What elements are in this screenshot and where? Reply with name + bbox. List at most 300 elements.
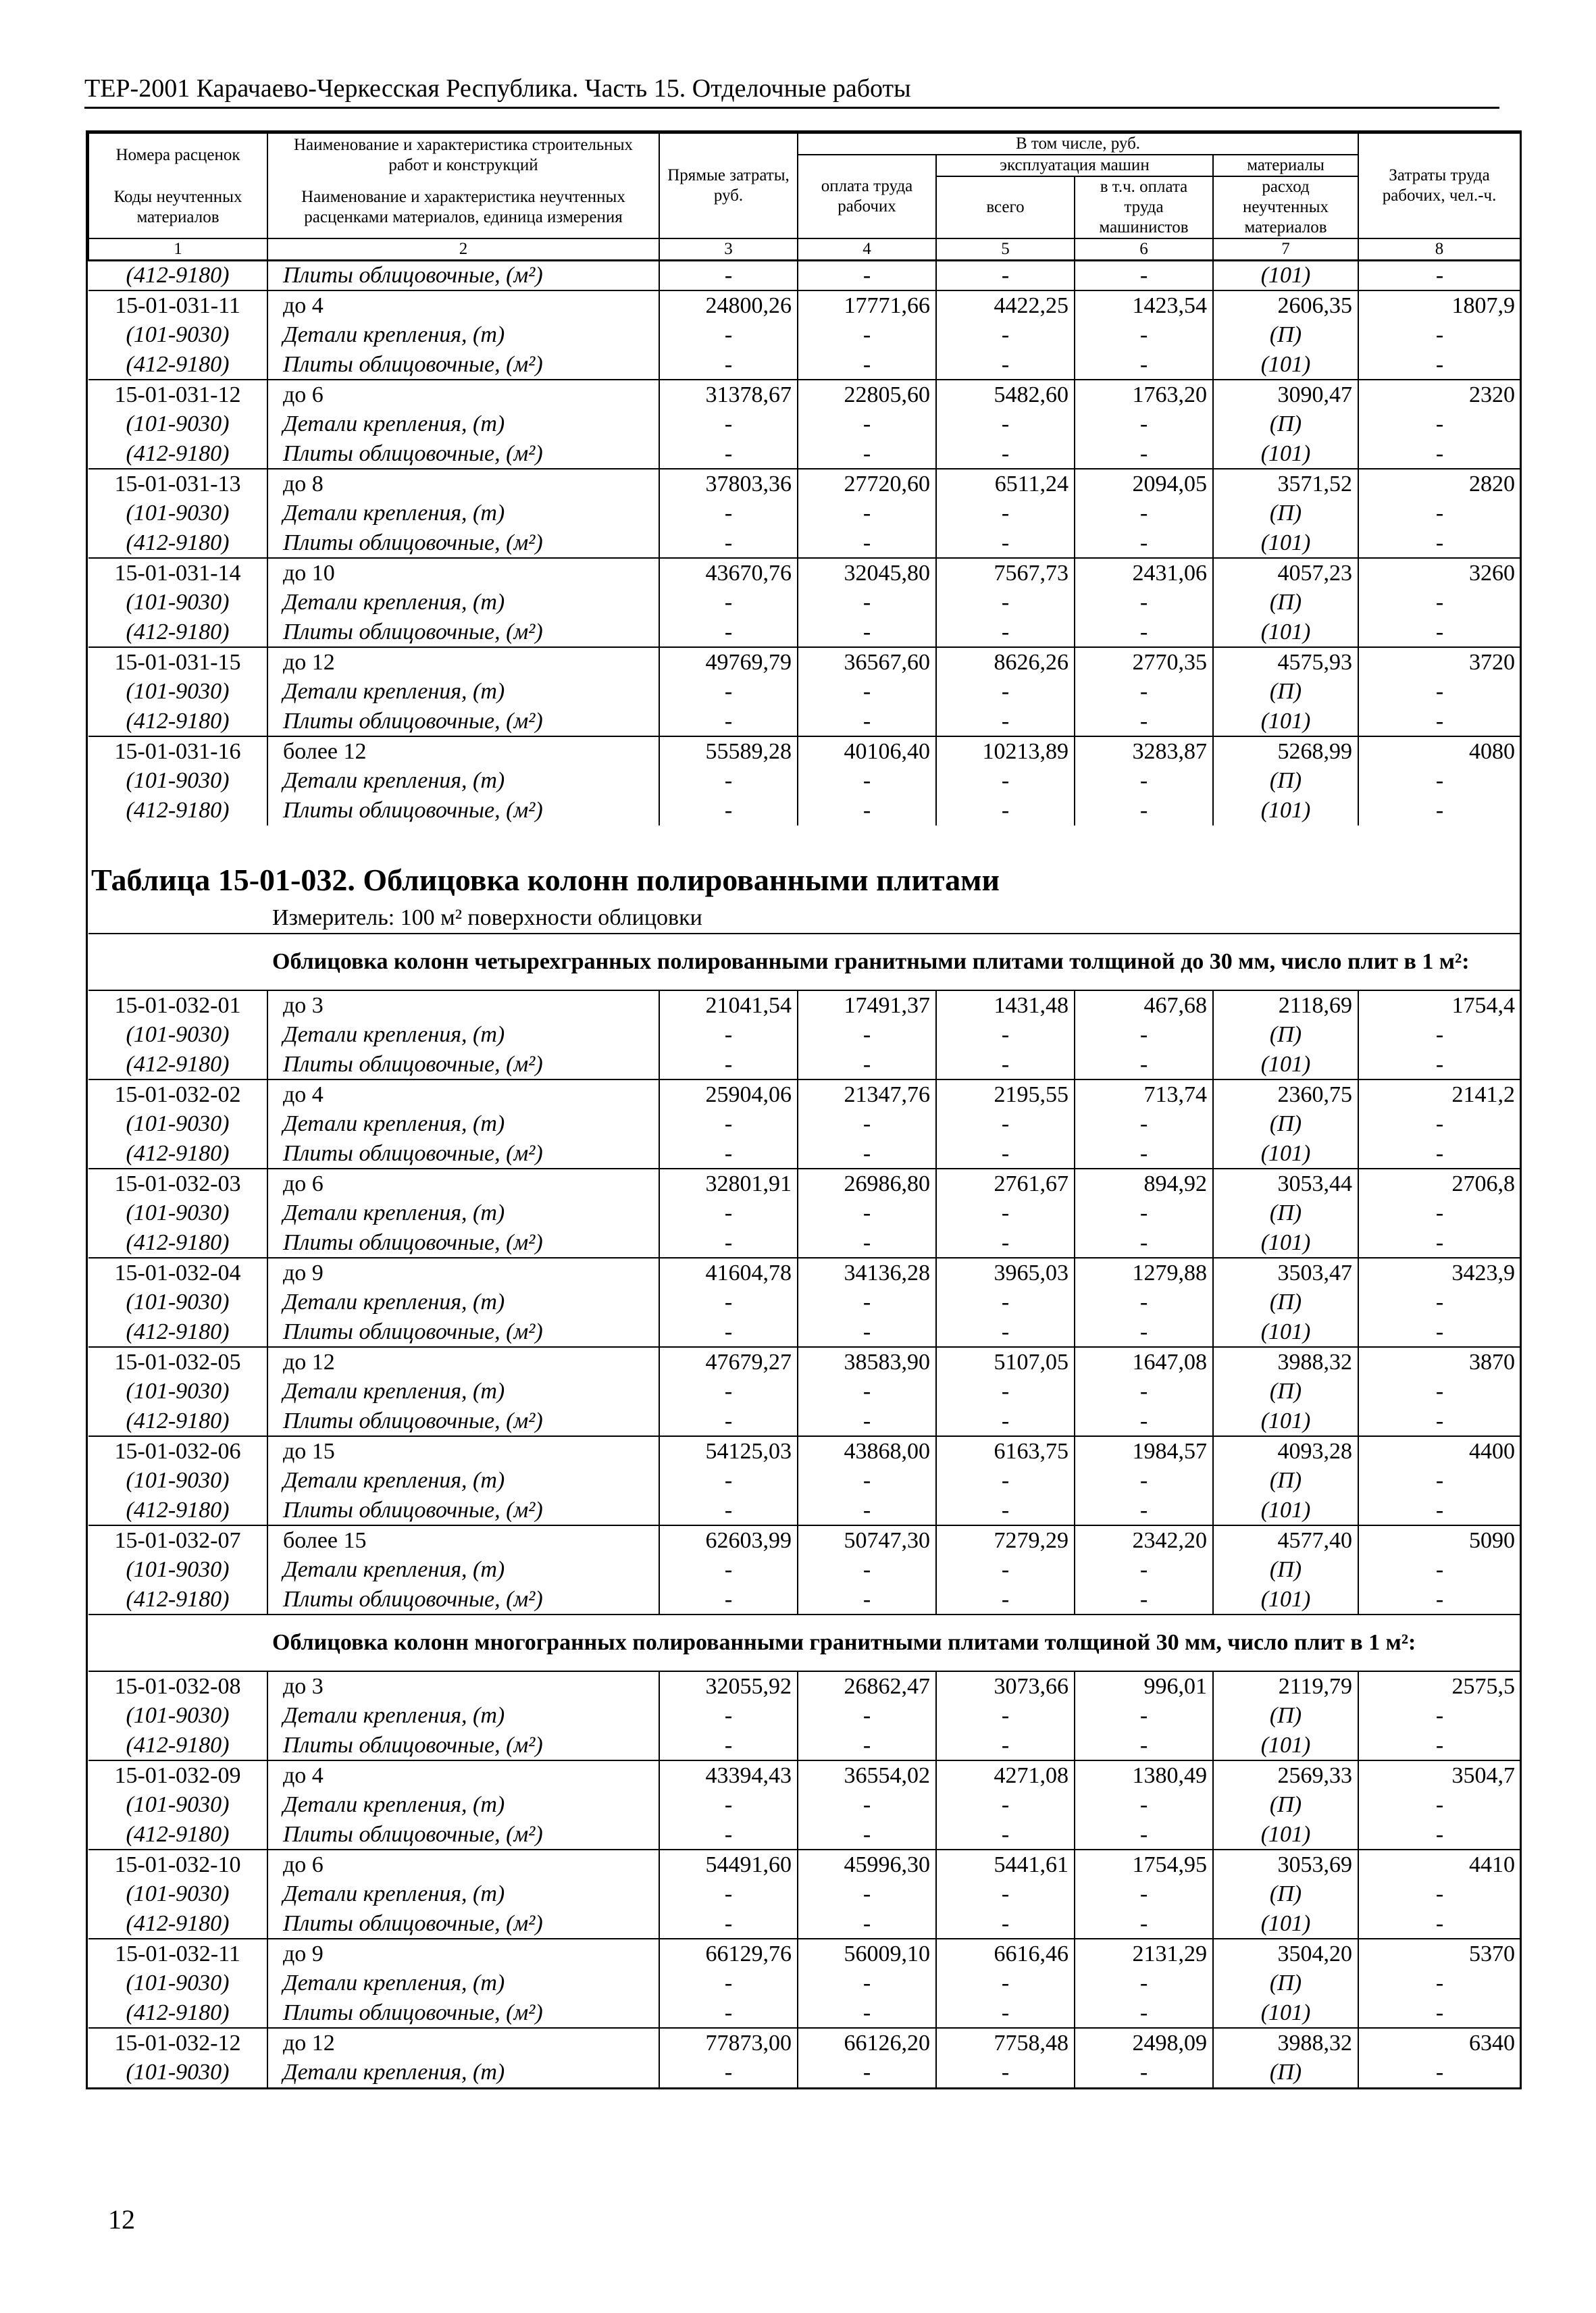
labor-cost: - [798, 320, 936, 350]
machinists-cost: - [1075, 1790, 1213, 1820]
direct-cost: - [659, 796, 798, 825]
col-number: 7 [1213, 238, 1358, 261]
rate-row [88, 2028, 1520, 2058]
material-row-fixings [88, 588, 1520, 617]
machinists-cost: 1984,57 [1075, 1436, 1213, 1466]
machines-cost: - [936, 1998, 1075, 2028]
material-name: Детали крепления, (т) [267, 1377, 659, 1406]
machinists-cost: - [1075, 617, 1213, 647]
labor-hours: - [1435, 1290, 1444, 1315]
machines-cost: - [936, 409, 1075, 439]
direct-cost: - [659, 1790, 798, 1820]
rate-row [88, 1079, 1520, 1109]
material-code: (412-9180) [88, 1496, 267, 1525]
machinists-cost: - [1075, 1139, 1213, 1169]
machines-cost: 3073,66 [936, 1671, 1075, 1701]
direct-cost: 24800,26 [659, 290, 798, 320]
rate-row [88, 1258, 1520, 1288]
material-name: Детали крепления, (т) [267, 1020, 659, 1050]
labor-hours: - [1435, 351, 1444, 377]
machines-cost: - [936, 1555, 1075, 1585]
rate-row [88, 290, 1520, 320]
col-header-material-codes: Коды неучтенных материалов [88, 176, 267, 238]
direct-cost: - [659, 617, 798, 647]
material-row-plates [88, 1820, 1520, 1850]
material-name: Детали крепления, (т) [267, 677, 659, 707]
col-header-including: В том числе, руб. [798, 133, 1358, 155]
labor-cost: - [798, 528, 936, 558]
machines-cost: - [936, 320, 1075, 350]
material-name: Детали крепления, (т) [267, 766, 659, 796]
labor-cost: - [798, 439, 936, 469]
labor-hours: 2575,5 [1358, 1671, 1520, 1701]
material-code: (412-9180) [88, 1909, 267, 1939]
material-usage: (П) [1213, 1879, 1358, 1909]
material-name: Плиты облицовочные, (м²) [267, 1820, 659, 1850]
materials-cost: 3571,52 [1213, 469, 1358, 499]
labor-hours: - [1435, 679, 1444, 704]
rate-row [88, 1525, 1520, 1555]
material-usage: (П) [1213, 1555, 1358, 1585]
labor-cost: - [798, 677, 936, 707]
direct-cost: - [659, 1701, 798, 1731]
material-usage: (101) [1213, 707, 1358, 736]
direct-cost: 43394,43 [659, 1760, 798, 1790]
material-row-plates [88, 261, 1520, 291]
direct-cost: - [659, 1466, 798, 1496]
material-row-plates [88, 1496, 1520, 1525]
machines-cost: - [936, 1020, 1075, 1050]
labor-cost: - [798, 1466, 936, 1496]
labor-cost: - [798, 796, 936, 825]
material-code: (101-9030) [88, 1288, 267, 1317]
labor-cost: - [798, 499, 936, 528]
direct-cost: - [659, 320, 798, 350]
materials-cost: 3053,44 [1213, 1169, 1358, 1198]
labor-hours: - [1435, 1468, 1444, 1493]
labor-hours: 3260 [1358, 558, 1520, 588]
col-header-direct-costs: Прямые затраты, руб. [659, 133, 798, 238]
material-name: Детали крепления, (т) [267, 1198, 659, 1228]
rate-row [88, 1939, 1520, 1968]
labor-hours: - [1435, 1971, 1444, 1996]
labor-hours: - [1435, 1408, 1444, 1433]
col-header-material-usage: расход неучтенных материалов [1213, 176, 1358, 238]
material-row-plates [88, 1585, 1520, 1615]
labor-cost: - [798, 588, 936, 617]
labor-hours: - [1435, 2000, 1444, 2025]
machines-cost: - [936, 1109, 1075, 1139]
materials-cost: 3090,47 [1213, 380, 1358, 409]
direct-cost: - [659, 1288, 798, 1317]
direct-cost: - [659, 1879, 798, 1909]
labor-cost: 45996,30 [798, 1850, 936, 1879]
materials-cost: 4093,28 [1213, 1436, 1358, 1466]
col-number: 6 [1075, 238, 1213, 261]
labor-cost: - [798, 350, 936, 380]
machinists-cost: - [1075, 409, 1213, 439]
machines-cost: - [936, 796, 1075, 825]
labor-cost: - [798, 1228, 936, 1258]
labor-hours: 3870 [1358, 1347, 1520, 1377]
labor-cost: 50747,30 [798, 1525, 936, 1555]
materials-cost: 3988,32 [1213, 2028, 1358, 2058]
material-row-plates [88, 1317, 1520, 1347]
labor-cost: 56009,10 [798, 1939, 936, 1968]
material-usage: (101) [1213, 1139, 1358, 1169]
machines-cost: 7279,29 [936, 1525, 1075, 1555]
machines-cost: - [936, 499, 1075, 528]
direct-cost: 43670,76 [659, 558, 798, 588]
material-row-plates [88, 1050, 1520, 1079]
labor-hours: 6340 [1358, 2028, 1520, 2058]
machinists-cost: 894,92 [1075, 1169, 1213, 1198]
labor-cost: - [798, 1731, 936, 1760]
material-usage: (П) [1213, 320, 1358, 350]
machinists-cost: 2498,09 [1075, 2028, 1213, 2058]
material-name: Плиты облицовочные, (м²) [267, 1731, 659, 1760]
material-usage: (101) [1213, 528, 1358, 558]
rate-code: 15-01-032-03 [88, 1169, 267, 1198]
material-row-fixings [88, 1466, 1520, 1496]
material-usage: (П) [1213, 677, 1358, 707]
material-row-fixings [88, 1020, 1520, 1050]
machines-cost: - [936, 766, 1075, 796]
machines-cost: - [936, 528, 1075, 558]
direct-cost: 32055,92 [659, 1671, 798, 1701]
material-row-fixings [88, 1377, 1520, 1406]
materials-cost: 5268,99 [1213, 736, 1358, 766]
material-name: Детали крепления, (т) [267, 320, 659, 350]
rate-name: до 15 [267, 1436, 659, 1466]
labor-hours: 1754,4 [1358, 990, 1520, 1020]
rate-name: до 10 [267, 558, 659, 588]
rate-row [88, 1347, 1520, 1377]
labor-hours: 3720 [1358, 647, 1520, 677]
material-row-plates [88, 617, 1520, 647]
measure-unit [88, 903, 1520, 934]
col-number: 8 [1358, 238, 1520, 261]
material-code: (101-9030) [88, 320, 267, 350]
material-code: (412-9180) [88, 1585, 267, 1615]
labor-hours: 2820 [1358, 469, 1520, 499]
material-row-fixings [88, 1968, 1520, 1998]
rate-code: 15-01-032-07 [88, 1525, 267, 1555]
machinists-cost: - [1075, 1228, 1213, 1258]
machinists-cost: - [1075, 1701, 1213, 1731]
machinists-cost: 3283,87 [1075, 736, 1213, 766]
material-row-fixings [88, 409, 1520, 439]
material-code: (412-9180) [88, 1139, 267, 1169]
table-title-text: Таблица 15-01-032. Облицовка колонн полированными плитами [91, 863, 1000, 897]
material-row-fixings [88, 1701, 1520, 1731]
material-usage: (101) [1213, 1050, 1358, 1079]
rate-name: до 4 [267, 1079, 659, 1109]
col-number: 4 [798, 238, 936, 261]
direct-cost: - [659, 1555, 798, 1585]
material-code: (101-9030) [88, 2058, 267, 2087]
labor-cost: - [798, 1496, 936, 1525]
direct-cost: - [659, 1377, 798, 1406]
materials-cost: 2606,35 [1213, 290, 1358, 320]
material-usage: (101) [1213, 796, 1358, 825]
material-usage: (П) [1213, 1377, 1358, 1406]
machines-cost: - [936, 1288, 1075, 1317]
material-usage: (П) [1213, 499, 1358, 528]
material-usage: (101) [1213, 261, 1358, 291]
machinists-cost: 2342,20 [1075, 1525, 1213, 1555]
rate-name: до 12 [267, 647, 659, 677]
rate-code: 15-01-031-13 [88, 469, 267, 499]
spacer [88, 825, 1520, 858]
machinists-cost: - [1075, 707, 1213, 736]
rate-row [88, 1760, 1520, 1790]
labor-hours: 4080 [1358, 736, 1520, 766]
machines-cost: - [936, 1406, 1075, 1436]
material-name: Плиты облицовочные, (м²) [267, 439, 659, 469]
direct-cost: 55589,28 [659, 736, 798, 766]
materials-cost: 2119,79 [1213, 1671, 1358, 1701]
labor-hours: - [1435, 590, 1444, 615]
direct-cost: 66129,76 [659, 1939, 798, 1968]
machinists-cost: - [1075, 1198, 1213, 1228]
material-name: Детали крепления, (т) [267, 409, 659, 439]
direct-cost: - [659, 1909, 798, 1939]
material-row-fixings [88, 1109, 1520, 1139]
rate-row [88, 990, 1520, 1020]
machines-cost: 5441,61 [936, 1850, 1075, 1879]
machinists-cost: 1423,54 [1075, 290, 1213, 320]
rate-code: 15-01-032-05 [88, 1347, 267, 1377]
direct-cost: 54125,03 [659, 1436, 798, 1466]
rate-code: 15-01-032-06 [88, 1436, 267, 1466]
labor-cost: - [798, 1909, 936, 1939]
direct-cost: - [659, 1317, 798, 1347]
material-name: Детали крепления, (т) [267, 1555, 659, 1585]
machinists-cost: - [1075, 1466, 1213, 1496]
machines-cost: 3965,03 [936, 1258, 1075, 1288]
rate-row [88, 1671, 1520, 1701]
labor-hours: - [1435, 1229, 1444, 1255]
material-name: Плиты облицовочные, (м²) [267, 1909, 659, 1939]
direct-cost: 41604,78 [659, 1258, 798, 1288]
labor-cost: - [798, 1790, 936, 1820]
material-code: (412-9180) [88, 1317, 267, 1347]
labor-hours: 5090 [1358, 1525, 1520, 1555]
rate-code: 15-01-032-01 [88, 990, 267, 1020]
material-name: Плиты облицовочные, (м²) [267, 528, 659, 558]
direct-cost: - [659, 677, 798, 707]
direct-cost: - [659, 261, 798, 291]
col-header-material-names: Наименование и характеристика неучтенных расценками материалов, единица измерения [267, 176, 659, 238]
material-code: (101-9030) [88, 677, 267, 707]
machines-cost: - [936, 1377, 1075, 1406]
material-name: Плиты облицовочные, (м²) [267, 1406, 659, 1436]
labor-hours: 2706,8 [1358, 1169, 1520, 1198]
machinists-cost: - [1075, 1998, 1213, 2028]
direct-cost: - [659, 588, 798, 617]
material-row-plates [88, 707, 1520, 736]
machinists-cost: - [1075, 499, 1213, 528]
machinists-cost: 713,74 [1075, 1079, 1213, 1109]
col-header-rate-numbers: Номера расценок [88, 133, 267, 176]
material-row-fixings [88, 1879, 1520, 1909]
material-usage: (П) [1213, 1288, 1358, 1317]
material-code: (101-9030) [88, 1109, 267, 1139]
materials-cost: 3503,47 [1213, 1258, 1358, 1288]
machinists-cost: - [1075, 1377, 1213, 1406]
table-title [88, 858, 1520, 903]
machinists-cost: - [1075, 439, 1213, 469]
material-row-plates [88, 1998, 1520, 2028]
machinists-cost: 1380,49 [1075, 1760, 1213, 1790]
rate-code: 15-01-032-09 [88, 1760, 267, 1790]
rate-row [88, 647, 1520, 677]
material-code: (101-9030) [88, 1968, 267, 1998]
rate-code: 15-01-031-16 [88, 736, 267, 766]
group-title [88, 934, 1520, 990]
labor-cost: 22805,60 [798, 380, 936, 409]
materials-cost: 4057,23 [1213, 558, 1358, 588]
direct-cost: 62603,99 [659, 1525, 798, 1555]
materials-cost: 3053,69 [1213, 1850, 1358, 1879]
material-name: Плиты облицовочные, (м²) [267, 350, 659, 380]
machines-cost: - [936, 1139, 1075, 1169]
machines-cost: - [936, 1909, 1075, 1939]
material-code: (101-9030) [88, 1198, 267, 1228]
machinists-cost: 1763,20 [1075, 380, 1213, 409]
material-code: (101-9030) [88, 1790, 267, 1820]
machinists-cost: - [1075, 261, 1213, 291]
labor-hours: - [1435, 1792, 1444, 1817]
material-usage: (101) [1213, 1585, 1358, 1615]
material-usage: (П) [1213, 1198, 1358, 1228]
machines-cost: - [936, 1701, 1075, 1731]
col-number: 5 [936, 238, 1075, 261]
labor-hours: - [1435, 1051, 1444, 1077]
rate-code: 15-01-032-04 [88, 1258, 267, 1288]
material-code: (412-9180) [88, 1050, 267, 1079]
rate-name: до 9 [267, 1939, 659, 1968]
labor-hours: - [1435, 411, 1444, 436]
material-usage: (П) [1213, 1701, 1358, 1731]
labor-hours: - [1435, 1703, 1444, 1728]
material-row-plates [88, 1406, 1520, 1436]
machinists-cost: - [1075, 1879, 1213, 1909]
labor-cost: - [798, 2058, 936, 2087]
material-usage: (101) [1213, 1820, 1358, 1850]
material-usage: (101) [1213, 1731, 1358, 1760]
col-header-machines: эксплуатация машин [936, 155, 1213, 176]
labor-hours: - [1435, 1140, 1444, 1166]
machinists-cost: 2094,05 [1075, 469, 1213, 499]
material-code: (101-9030) [88, 1701, 267, 1731]
machinists-cost: - [1075, 528, 1213, 558]
rate-name: до 3 [267, 1671, 659, 1701]
material-code: (101-9030) [88, 1466, 267, 1496]
page-header: ТЕР-2001 Карачаево-Черкесская Республика. Часть 15. Отделочные работы [84, 74, 911, 103]
labor-cost: - [798, 1968, 936, 1998]
machinists-cost: - [1075, 1109, 1213, 1139]
material-name: Детали крепления, (т) [267, 1790, 659, 1820]
direct-cost: 37803,36 [659, 469, 798, 499]
rate-code: 15-01-031-15 [88, 647, 267, 677]
machines-cost: 2761,67 [936, 1169, 1075, 1198]
labor-cost: 21347,76 [798, 1079, 936, 1109]
labor-cost: - [798, 1820, 936, 1850]
labor-cost: - [798, 1879, 936, 1909]
material-row-fixings [88, 320, 1520, 350]
labor-cost: 36554,02 [798, 1760, 936, 1790]
machinists-cost: - [1075, 1909, 1213, 1939]
material-row-fixings [88, 2058, 1520, 2087]
material-usage: (101) [1213, 1909, 1358, 1939]
rate-row [88, 1436, 1520, 1466]
labor-cost: 40106,40 [798, 736, 936, 766]
labor-cost: - [798, 1406, 936, 1436]
material-usage: (П) [1213, 1790, 1358, 1820]
material-name: Детали крепления, (т) [267, 1466, 659, 1496]
direct-cost: - [659, 439, 798, 469]
material-code: (412-9180) [88, 707, 267, 736]
machines-cost: - [936, 1879, 1075, 1909]
direct-cost: - [659, 1109, 798, 1139]
machinists-cost: - [1075, 350, 1213, 380]
machines-cost: - [936, 1496, 1075, 1525]
labor-hours: - [1435, 1586, 1444, 1612]
material-code: (412-9180) [88, 1228, 267, 1258]
direct-cost: - [659, 1968, 798, 1998]
labor-hours: - [1435, 1319, 1444, 1344]
labor-hours: 3504,7 [1358, 1760, 1520, 1790]
material-row-plates [88, 439, 1520, 469]
labor-hours: 4410 [1358, 1850, 1520, 1879]
material-name: Детали крепления, (т) [267, 1109, 659, 1139]
material-row-plates [88, 1228, 1520, 1258]
labor-hours: - [1435, 530, 1444, 555]
material-usage: (101) [1213, 350, 1358, 380]
labor-hours: 4400 [1358, 1436, 1520, 1466]
col-number: 1 [88, 238, 267, 261]
rate-row [88, 736, 1520, 766]
machinists-cost: 2131,29 [1075, 1939, 1213, 1968]
direct-cost: - [659, 1050, 798, 1079]
machinists-cost: - [1075, 677, 1213, 707]
machinists-cost: 1647,08 [1075, 1347, 1213, 1377]
material-row-plates [88, 528, 1520, 558]
material-code: (412-9180) [88, 617, 267, 647]
rate-name: до 3 [267, 990, 659, 1020]
rate-name: до 12 [267, 2028, 659, 2058]
rate-row [88, 558, 1520, 588]
machines-cost: - [936, 1968, 1075, 1998]
machines-cost: - [936, 1731, 1075, 1760]
labor-cost: 36567,60 [798, 647, 936, 677]
material-name: Детали крепления, (т) [267, 588, 659, 617]
material-name: Плиты облицовочные, (м²) [267, 1585, 659, 1615]
price-table [88, 132, 1521, 2087]
machinists-cost: - [1075, 1968, 1213, 1998]
labor-hours: - [1435, 1881, 1444, 1906]
machines-cost: - [936, 1050, 1075, 1079]
rate-row [88, 1169, 1520, 1198]
materials-cost: 4577,40 [1213, 1525, 1358, 1555]
direct-cost: 25904,06 [659, 1079, 798, 1109]
machinists-cost: 1754,95 [1075, 1850, 1213, 1879]
machinists-cost: - [1075, 1020, 1213, 1050]
labor-hours: - [1435, 263, 1444, 288]
material-usage: (П) [1213, 588, 1358, 617]
